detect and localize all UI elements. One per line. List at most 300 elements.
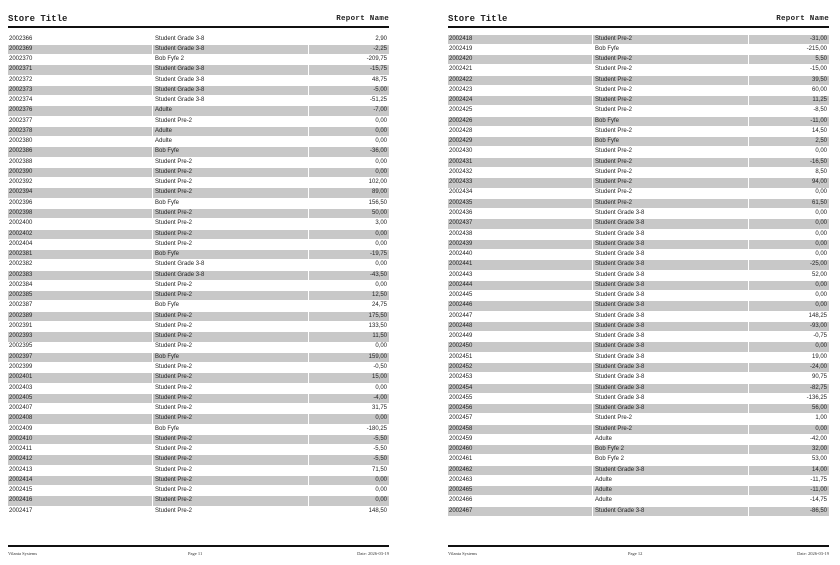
row-value: 2,50 (749, 137, 829, 146)
row-id: 2002404 (9, 240, 33, 247)
row-value: 102,00 (368, 179, 387, 186)
row-name: Student Pre-2 (595, 168, 633, 175)
row-name: Student Pre-2 (593, 96, 748, 105)
table-row (448, 475, 829, 485)
row-id: 2002420 (448, 55, 592, 64)
row-id: 2002432 (449, 168, 473, 175)
row-value: -8,50 (813, 107, 827, 114)
table-row (448, 301, 829, 311)
row-value: 3,00 (375, 220, 387, 227)
table-row (448, 137, 829, 147)
row-name: Student Grade 3-8 (593, 342, 748, 351)
row-id: 2002372 (9, 76, 33, 83)
table-row (8, 126, 389, 136)
report-date: Date: 2026-03-19 (357, 551, 389, 556)
row-name: Adulte (595, 497, 613, 504)
row-value: 0,00 (309, 414, 389, 423)
row-value: -5,50 (373, 446, 387, 453)
row-name: Student Grade 3-8 (593, 240, 748, 249)
page-footer (8, 545, 389, 556)
row-id: 2002429 (448, 137, 592, 146)
row-id: 2002444 (448, 281, 592, 290)
row-name: Student Grade 3-8 (155, 35, 205, 42)
row-name: Student Pre-2 (155, 281, 193, 288)
table-row (448, 270, 829, 280)
row-id: 2002451 (449, 353, 473, 360)
table-row (8, 250, 389, 260)
row-id: 2002403 (9, 384, 33, 391)
table-row (8, 363, 389, 373)
row-value: 0,00 (815, 292, 827, 299)
row-value: 175,50 (309, 312, 389, 321)
row-id: 2002397 (8, 353, 152, 362)
row-id: 2002462 (448, 466, 592, 475)
row-value: 0,00 (375, 384, 387, 391)
table-row (448, 75, 829, 85)
row-value: -82,75 (749, 384, 829, 393)
row-value: 0,00 (815, 210, 827, 217)
page-number: Page 12 (628, 551, 643, 556)
row-name: Student Pre-2 (155, 466, 193, 473)
table-row (8, 383, 389, 393)
row-id: 2002383 (8, 271, 152, 280)
row-value: 61,50 (749, 199, 829, 208)
table-row (448, 455, 829, 465)
row-value: 12,50 (309, 291, 389, 300)
row-name: Student Pre-2 (593, 178, 748, 187)
table-row (448, 434, 829, 444)
row-name: Student Pre-2 (593, 55, 748, 64)
row-id: 2002378 (8, 127, 152, 136)
row-id: 2002411 (9, 446, 32, 453)
row-name: Student Pre-2 (593, 425, 748, 434)
row-id: 2002434 (449, 189, 473, 196)
table-row (8, 209, 389, 219)
table-row (8, 75, 389, 85)
row-name: Student Pre-2 (153, 312, 308, 321)
row-value: 0,00 (375, 343, 387, 350)
row-value: -51,25 (369, 97, 387, 104)
row-value: 148,50 (368, 507, 387, 514)
table-row (448, 198, 829, 208)
row-id: 2002438 (449, 230, 473, 237)
row-name: Bob Fyfe (593, 137, 748, 146)
row-id: 2002380 (9, 138, 33, 145)
row-value: 0,00 (375, 281, 387, 288)
row-value: -5,50 (309, 435, 389, 444)
row-value: 31,75 (371, 405, 387, 412)
table-row (448, 96, 829, 106)
row-id: 2002457 (449, 415, 473, 422)
table-row (448, 506, 829, 516)
row-id: 2002423 (449, 86, 473, 93)
row-name: Student Grade 3-8 (593, 363, 748, 372)
row-id: 2002453 (449, 374, 473, 381)
row-name: Student Grade 3-8 (595, 210, 645, 217)
table-row (8, 260, 389, 270)
row-name: Student Grade 3-8 (593, 507, 748, 516)
row-value: 0,00 (749, 240, 829, 249)
table-row (8, 291, 389, 301)
row-value: 11,25 (749, 96, 829, 105)
row-id: 2002387 (9, 302, 33, 309)
table-row (448, 445, 829, 455)
row-value: -93,00 (749, 322, 829, 331)
row-name: Student Grade 3-8 (593, 384, 748, 393)
row-id: 2002410 (8, 435, 152, 444)
row-name: Student Grade 3-8 (153, 271, 308, 280)
row-id: 2002449 (449, 333, 473, 340)
row-value: 0,00 (815, 148, 827, 155)
table-row (448, 280, 829, 290)
table-row (448, 55, 829, 65)
row-name: Student Grade 3-8 (595, 333, 645, 340)
row-id: 2002398 (8, 209, 152, 218)
table-row (448, 229, 829, 239)
table-row (448, 352, 829, 362)
row-name: Student Pre-2 (155, 322, 193, 329)
row-name: Student Grade 3-8 (595, 230, 645, 237)
row-value: -180,25 (366, 425, 387, 432)
table-row (8, 424, 389, 434)
table-row (8, 270, 389, 280)
row-name: Student Grade 3-8 (593, 260, 748, 269)
row-id: 2002435 (448, 199, 592, 208)
table-row (448, 373, 829, 383)
table-row (448, 250, 829, 260)
table-row (8, 352, 389, 362)
row-value: -43,50 (309, 271, 389, 280)
row-id: 2002419 (449, 45, 473, 52)
page-footer (448, 545, 829, 556)
row-id: 2002384 (9, 281, 33, 288)
table-row (448, 116, 829, 126)
row-value: -11,75 (810, 476, 827, 483)
table-row (448, 486, 829, 496)
row-id: 2002421 (449, 66, 473, 73)
report-date: Date: 2026-03-19 (797, 551, 829, 556)
row-name: Student Pre-2 (155, 405, 193, 412)
row-id: 2002390 (8, 168, 152, 177)
row-name: Student Pre-2 (155, 446, 193, 453)
row-value: 71,50 (371, 466, 387, 473)
row-id: 2002416 (8, 496, 152, 505)
row-id: 2002396 (9, 199, 33, 206)
row-name: Student Pre-2 (153, 455, 308, 464)
row-name: Adulte (153, 127, 308, 136)
row-name: Adulte (593, 486, 748, 495)
row-value: 0,00 (309, 496, 389, 505)
row-value: 53,00 (811, 456, 827, 463)
table-row (8, 311, 389, 321)
row-name: Student Pre-2 (595, 66, 633, 73)
row-id: 2002454 (448, 384, 592, 393)
table-row (448, 65, 829, 75)
row-value: -0,50 (373, 364, 387, 370)
row-id: 2002424 (448, 96, 592, 105)
row-value: -25,00 (749, 260, 829, 269)
table-row (8, 106, 389, 116)
row-name: Student Pre-2 (153, 496, 308, 505)
row-value: 0,00 (309, 476, 389, 485)
row-id: 2002388 (9, 158, 33, 165)
table-row (448, 383, 829, 393)
row-value: -136,25 (806, 394, 827, 401)
row-id: 2002443 (449, 271, 473, 278)
data-table (8, 34, 389, 516)
row-name: Student Pre-2 (155, 179, 193, 186)
table-row (448, 147, 829, 157)
row-id: 2002440 (449, 251, 473, 258)
table-row (8, 393, 389, 403)
table-row (8, 506, 389, 516)
row-id: 2002408 (8, 414, 152, 423)
row-name: Bob Fyfe (593, 117, 748, 126)
row-id: 2002439 (448, 240, 592, 249)
table-row (8, 332, 389, 342)
store-title: Store Title (448, 14, 508, 24)
data-table (448, 34, 829, 516)
row-value: 48,75 (371, 76, 387, 83)
table-row (8, 373, 389, 383)
row-name: Bob Fyfe 2 (593, 445, 748, 454)
row-value: 39,50 (749, 76, 829, 85)
table-row (8, 96, 389, 106)
row-name: Student Pre-2 (593, 199, 748, 208)
row-name: Bob Fyfe 2 (595, 456, 625, 463)
table-row (8, 280, 389, 290)
row-name: Student Pre-2 (155, 117, 193, 124)
row-name: Adulte (595, 435, 613, 442)
table-row (448, 332, 829, 342)
row-value: 148,25 (808, 312, 827, 319)
row-id: 2002445 (449, 292, 473, 299)
row-value: -15,00 (809, 66, 827, 73)
row-name: Student Pre-2 (155, 240, 193, 247)
row-value: 32,00 (749, 445, 829, 454)
row-name: Student Grade 3-8 (153, 86, 308, 95)
row-id: 2002371 (8, 65, 152, 74)
table-row (448, 188, 829, 198)
row-value: 0,00 (375, 240, 387, 247)
table-row (8, 34, 389, 44)
row-value: 0,00 (749, 219, 829, 228)
row-id: 2002461 (449, 456, 473, 463)
row-name: Student Grade 3-8 (593, 281, 748, 290)
row-name: Student Pre-2 (153, 291, 308, 300)
row-id: 2002394 (8, 188, 152, 197)
table-row (448, 414, 829, 424)
row-value: 0,00 (309, 168, 389, 177)
row-name: Student Grade 3-8 (595, 394, 645, 401)
row-value: 50,00 (309, 209, 389, 218)
table-row (8, 455, 389, 465)
row-id: 2002395 (9, 343, 33, 350)
row-name: Student Pre-2 (153, 332, 308, 341)
row-id: 2002467 (448, 507, 592, 516)
row-value: 14,00 (749, 466, 829, 475)
row-name: Student Pre-2 (155, 364, 193, 370)
table-row (8, 178, 389, 188)
row-name: Adulte (153, 106, 308, 115)
row-name: Student Pre-2 (595, 86, 633, 93)
row-name: Student Grade 3-8 (595, 251, 645, 258)
table-row (448, 126, 829, 136)
row-name: Bob Fyfe (155, 199, 180, 206)
row-value: 0,00 (749, 281, 829, 290)
table-row (448, 239, 829, 249)
table-row (448, 321, 829, 331)
row-name: Student Pre-2 (593, 35, 748, 44)
row-name: Student Grade 3-8 (595, 271, 645, 278)
row-id: 2002374 (9, 97, 33, 104)
row-id: 2002373 (8, 86, 152, 95)
row-name: Bob Fyfe (155, 302, 180, 309)
row-value: 1,00 (815, 415, 827, 422)
table-row (8, 321, 389, 331)
table-row (8, 445, 389, 455)
row-id: 2002437 (448, 219, 592, 228)
table-row (8, 85, 389, 95)
row-value: 0,00 (309, 230, 389, 239)
table-row (8, 342, 389, 352)
row-value: -215,00 (806, 45, 827, 52)
row-name: Student Grade 3-8 (153, 65, 308, 74)
row-value: 5,50 (749, 55, 829, 64)
row-id: 2002455 (449, 394, 473, 401)
table-row (448, 178, 829, 188)
table-row (8, 239, 389, 249)
row-value: -209,75 (366, 56, 387, 63)
row-id: 2002430 (449, 148, 473, 155)
row-name: Student Pre-2 (595, 415, 633, 422)
row-name: Student Pre-2 (595, 148, 633, 155)
row-value: 8,50 (815, 168, 827, 175)
table-row (448, 44, 829, 54)
row-value: 52,00 (811, 271, 827, 278)
row-value: -2,25 (309, 45, 389, 54)
row-name: Student Pre-2 (153, 230, 308, 239)
table-row (448, 219, 829, 229)
row-name: Student Grade 3-8 (593, 466, 748, 475)
row-value: 11,50 (309, 332, 389, 341)
row-id: 2002436 (449, 210, 473, 217)
table-row (448, 260, 829, 270)
row-value: 0,00 (749, 301, 829, 310)
row-id: 2002426 (448, 117, 592, 126)
table-row (8, 434, 389, 444)
row-id: 2002407 (9, 405, 33, 412)
row-name: Student Pre-2 (153, 209, 308, 218)
row-id: 2002400 (9, 220, 33, 227)
table-row (8, 496, 389, 506)
row-id: 2002456 (448, 404, 592, 413)
row-value: 159,00 (309, 353, 389, 362)
row-id: 2002386 (8, 147, 152, 156)
report-page-12 (448, 0, 829, 565)
row-name: Student Grade 3-8 (155, 76, 205, 83)
row-id: 2002414 (8, 476, 152, 485)
row-id: 2002401 (8, 373, 152, 382)
table-row (8, 414, 389, 424)
row-value: -31,00 (749, 35, 829, 44)
row-value: 0,00 (375, 117, 387, 124)
row-value: -11,00 (749, 486, 829, 495)
row-name: Student Pre-2 (595, 127, 633, 134)
row-value: 60,00 (811, 86, 827, 93)
table-row (8, 486, 389, 496)
row-id: 2002412 (8, 455, 152, 464)
row-name: Student Grade 3-8 (153, 45, 308, 54)
page-number: Page 11 (188, 551, 203, 556)
row-name: Student Pre-2 (593, 76, 748, 85)
row-value: 94,00 (749, 178, 829, 187)
row-value: 0,00 (375, 138, 387, 145)
row-name: Student Pre-2 (153, 188, 308, 197)
row-id: 2002409 (9, 425, 33, 432)
row-id: 2002452 (448, 363, 592, 372)
table-row (8, 167, 389, 177)
table-row (448, 291, 829, 301)
row-name: Student Pre-2 (155, 158, 193, 165)
table-row (448, 157, 829, 167)
table-row (448, 311, 829, 321)
row-name: Student Grade 3-8 (595, 312, 645, 319)
table-row (8, 475, 389, 485)
row-value: 14,50 (811, 127, 827, 134)
table-row (8, 137, 389, 147)
row-name: Bob Fyfe 2 (155, 56, 185, 63)
row-name: Bob Fyfe (155, 425, 180, 432)
table-row (8, 301, 389, 311)
row-id: 2002393 (8, 332, 152, 341)
row-value: 0,00 (375, 261, 387, 268)
row-id: 2002385 (8, 291, 152, 300)
row-value: 0,00 (309, 127, 389, 136)
row-id: 2002418 (448, 35, 592, 44)
row-value: 0,00 (815, 230, 827, 237)
row-name: Student Grade 3-8 (595, 374, 645, 381)
table-row (448, 465, 829, 475)
row-id: 2002392 (9, 179, 33, 186)
row-name: Student Pre-2 (153, 435, 308, 444)
row-value: 133,50 (368, 322, 387, 329)
table-row (8, 55, 389, 65)
row-name: Student Pre-2 (153, 414, 308, 423)
row-name: Student Pre-2 (593, 158, 748, 167)
row-id: 2002405 (8, 394, 152, 403)
row-value: 0,00 (375, 487, 387, 494)
row-name: Student Grade 3-8 (595, 353, 645, 360)
row-name: Student Grade 3-8 (595, 292, 645, 299)
report-page-11 (8, 0, 389, 565)
row-value: 0,00 (815, 189, 827, 196)
row-name: Student Pre-2 (155, 507, 193, 514)
row-id: 2002463 (449, 476, 473, 483)
row-name: Student Grade 3-8 (155, 261, 205, 268)
row-value: -5,50 (309, 455, 389, 464)
row-name: Student Grade 3-8 (593, 301, 748, 310)
table-row (8, 465, 389, 475)
row-name: Student Pre-2 (153, 476, 308, 485)
row-id: 2002369 (8, 45, 152, 54)
row-id: 2002399 (9, 364, 33, 370)
page-header (448, 14, 829, 28)
row-value: 56,00 (749, 404, 829, 413)
row-id: 2002441 (448, 260, 592, 269)
row-name: Student Pre-2 (153, 168, 308, 177)
row-name: Bob Fyfe (153, 353, 308, 362)
